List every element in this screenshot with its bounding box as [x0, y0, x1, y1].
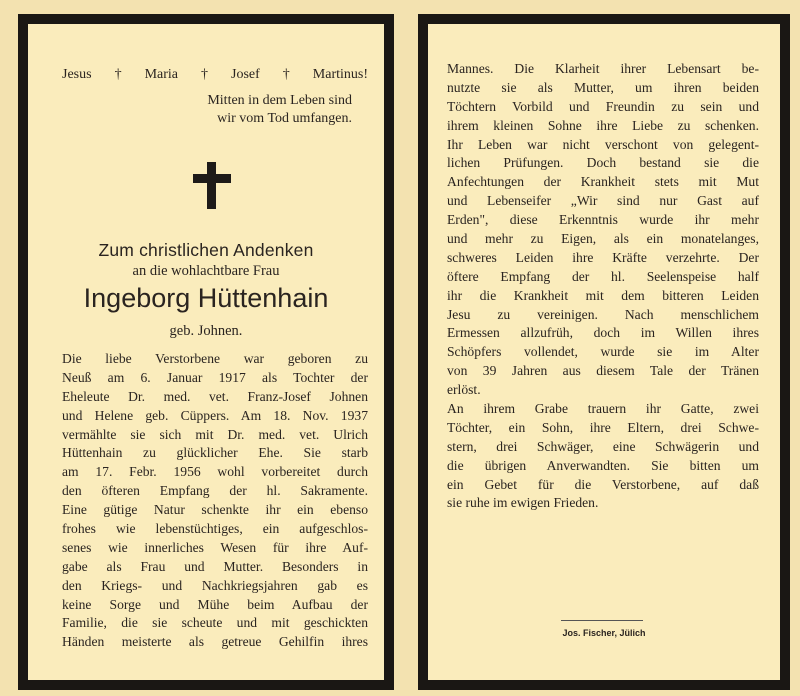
text-line: öftere Empfang der hl. Seelenspeise half: [447, 268, 759, 284]
text-line: nutzte sie als Mutter, um ihren beiden: [447, 79, 759, 95]
text-line: Anfechtungen der Krankheit stets mit Mut: [447, 174, 759, 190]
text-line: Jesu zu vereinigen. Nach menschlichem: [447, 306, 759, 322]
text-line: Neuß am 6. Januar 1917 als Tochter der: [62, 369, 368, 385]
text-line: Ermessen allzufrüh, doch im Willen ihres: [447, 325, 759, 341]
text-line: Eheleute Dr. med. vet. Franz-Josef Johnen: [62, 388, 368, 404]
text-line: am 17. Febr. 1956 wohl vorbereitet durch: [62, 464, 368, 480]
text-line: erlöst.: [447, 382, 481, 398]
text-line: Töchtern Vorbild und Freundin zu sein und: [447, 98, 759, 114]
maiden-name: geb. Johnen.: [169, 323, 243, 339]
text-line: Schöpfers vollendet, wurde sie im Alter: [447, 344, 759, 360]
memorial-subtitle: an die wohlachtbare Frau: [132, 263, 280, 279]
text-line: Hüttenhain zu glücklicher Ehe. Sie starb: [62, 445, 368, 461]
text-line: ihrem kleinen Sohne ihre Liebe zu schenken.: [447, 117, 759, 133]
text-line: ein Gebet für die Verstorbene, auf daß: [447, 476, 759, 492]
cross-icon: [193, 162, 231, 209]
printer-credit: Jos. Fischer, Jülich: [562, 628, 646, 638]
text-line: Händen meisterte als getreue Gehilfin ihres: [62, 634, 368, 650]
motto: [207, 92, 352, 128]
text-line: und Lebenseifer „Wir sind nur Gast auf: [447, 193, 759, 209]
text-line: keine Sorge und Mühe beim Aufbau der: [62, 596, 368, 612]
memorial-card-right-panel: [418, 14, 790, 690]
text-line: schweres Leiden ihre Kräfte verzehrte. Der: [447, 249, 759, 265]
small-cross-icon: †: [114, 67, 122, 82]
small-cross-icon: †: [201, 67, 208, 82]
text-line: Ihr Leben war nicht verschont von gelegent-: [447, 136, 759, 152]
deceased-name: Ingeborg Hüttenhain: [83, 283, 329, 313]
text-line: den Kriegs- und Nachkriegsjahren gab es: [62, 577, 368, 593]
right-panel-paper: [428, 24, 780, 680]
text-line: sie ruhe im ewigen Frieden.: [447, 495, 599, 511]
invocation-word: Josef: [231, 67, 260, 82]
biography-text: [62, 350, 368, 652]
text-line: vermählte sie sich mit Dr. med. vet. Ulrich: [62, 426, 368, 442]
text-line: gabe als Frau und Mutter. Besonders in: [62, 558, 368, 574]
text-line: von 39 Jahren aus diesem Tale der Tränen: [447, 363, 759, 379]
text-line: und mehr zu Eigen, als ein monatelanges,: [447, 231, 759, 247]
text-line: Mannes. Die Klarheit ihrer Lebensart be-: [447, 61, 759, 76]
motto-line: wir vom Tod umfangen.: [217, 111, 352, 126]
memorial-title: Zum christlichen Andenken: [98, 240, 314, 260]
invocation-header: [62, 67, 368, 83]
text-line: lichen Prüfungen. Doch bestand sie die: [447, 155, 759, 171]
text-line: Töchter, ein Sohn, ihre Eltern, drei Schwe-: [447, 419, 759, 435]
left-panel-paper: [28, 24, 384, 680]
text-line: senes wie innerliches Wesen für ihre Auf-: [62, 539, 368, 555]
text-line: den öfteren Empfang der hl. Sakramente.: [62, 483, 368, 499]
text-line: ihr die Krankheit mit dem bitteren Leiden: [447, 287, 759, 303]
biography-continued-text: [447, 60, 759, 513]
text-line: die übrigen Anverwandten. Sie bitten um: [447, 457, 759, 473]
text-line: frohes wie lebenstüchtiges, ein aufgeschlos-: [62, 521, 368, 537]
text-line: An ihrem Grabe trauern ihr Gatte, zwei: [447, 401, 759, 417]
text-line: Eine gütige Natur schenkte ihr ein ebenso: [62, 502, 368, 518]
invocation-word: Maria: [144, 67, 178, 82]
text-line: Die liebe Verstorbene war geboren zu: [62, 351, 368, 366]
text-line: stern, drei Schwäger, eine Schwägerin und: [447, 438, 759, 454]
printer-divider: [561, 620, 643, 621]
text-line: Familie, die sie scheute und mit geschickten: [62, 615, 368, 631]
motto-line: Mitten in dem Leben sind: [207, 93, 352, 108]
invocation-word: Jesus: [62, 67, 92, 82]
invocation-word: Martinus!: [312, 67, 368, 82]
memorial-card-left-panel: [18, 14, 394, 690]
text-line: Erden", diese Erkenntnis wurde ihr mehr: [447, 212, 759, 228]
small-cross-icon: †: [282, 67, 290, 82]
text-line: und Helene geb. Cüppers. Am 18. Nov. 1937: [62, 407, 368, 423]
